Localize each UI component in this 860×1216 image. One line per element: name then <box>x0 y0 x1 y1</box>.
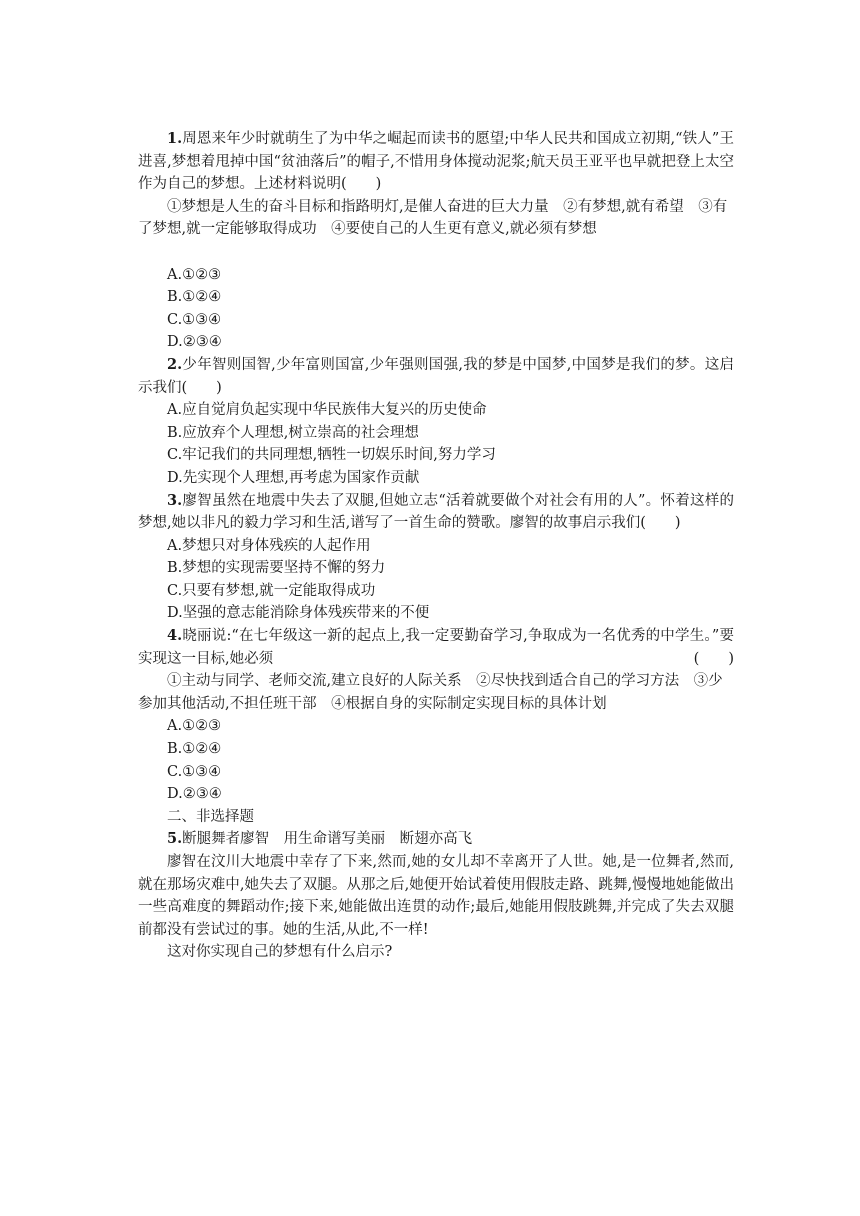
option-a[interactable]: A.①②③ <box>167 266 222 283</box>
question-5-material: 廖智在汶川大地震中幸存了下来,然而,她的女儿却不幸离开了人世。她,是一位舞者,然而,就在那场灾难中,她失去了双腿。从那之后,她便开始试着使用假肢走路、跳舞,慢慢地她能做出一些高难度的舞蹈动作;接下来,她能做出连贯的动作;最后,她能用假肢跳舞,并完成了失去双腿前都没有尝试过的事。她的生活,从此,不一样! <box>138 854 734 938</box>
option-a[interactable]: A.应自觉肩负起实现中华民族伟大复兴的历史使命 <box>167 402 487 419</box>
section-heading: 二、非选择题 <box>167 808 254 825</box>
option-b[interactable]: B.梦想的实现需要坚持不懈的努力 <box>167 560 386 577</box>
question-2 <box>138 354 734 399</box>
option-d[interactable]: D.②③④ <box>167 786 222 803</box>
question-stem: 少年智则国智,少年富则国富,少年强则国强,我的梦是中国梦,中国梦是我们的梦。这启示我们( ) <box>138 356 734 396</box>
question-number: 5. <box>167 830 183 848</box>
question-stem: 晓丽说:“在七年级这一新的起点上,我一定要勤奋学习,争取成为一名优秀的中学生。”要实现这一目标,她必须 <box>138 628 734 667</box>
option-c[interactable]: C.①③④ <box>167 763 222 780</box>
question-1 <box>138 128 734 196</box>
question-4-statements: ①主动与同学、老师交流,建立良好的人际关系 ②尽快找到适合自己的学习方法 ③少参加其他活动,不担任班干部 ④根据自身的实际制定实现目标的具体计划 <box>138 673 723 712</box>
question-4 <box>138 625 734 670</box>
question-3 <box>138 490 734 535</box>
option-d[interactable]: D.②③④ <box>167 334 222 351</box>
option-c[interactable]: C.只要有梦想,就一定能取得成功 <box>167 582 376 599</box>
option-d[interactable]: D.坚强的意志能消除身体残疾带来的不便 <box>167 605 430 622</box>
option-b[interactable]: B.①②④ <box>167 741 222 758</box>
answer-parentheses: ( ) <box>693 650 734 667</box>
worksheet-content <box>138 128 734 964</box>
option-b[interactable]: B.应放弃个人理想,树立崇高的社会理想 <box>167 424 419 441</box>
blank-line <box>138 241 734 264</box>
question-number: 4. <box>167 627 183 645</box>
option-b[interactable]: B.①②④ <box>167 289 222 306</box>
question-number: 2. <box>167 355 183 373</box>
question-number: 3. <box>167 491 183 509</box>
question-title: 断腿舞者廖智 用生命谱写美丽 断翅亦高飞 <box>182 831 473 848</box>
question-number: 1. <box>167 130 183 147</box>
question-5 <box>138 828 734 851</box>
option-a[interactable]: A.①②③ <box>167 718 222 735</box>
question-stem: 廖智虽然在地震中失去了双腿,但她立志“活着就要做个对社会有用的人”。怀着这样的梦想,她以非凡的毅力学习和生活,谱写了一首生命的赞歌。廖智的故事启示我们( ) <box>138 492 734 532</box>
question-1-statements: ①梦想是人生的奋斗目标和指路明灯,是催人奋进的巨大力量 ②有梦想,就有希望 ③有了梦想,就一定能够取得成功 ④要使自己的人生更有意义,就必须有梦想 <box>138 198 728 238</box>
option-a[interactable]: A.梦想只对身体残疾的人起作用 <box>167 537 371 554</box>
question-stem: 周恩来年少时就萌生了为中华之崛起而读书的愿望;中华人民共和国成立初期,“铁人”王进喜,梦想着甩掉中国“贫油落后”的帽子,不惜用身体搅动泥浆;航天员王亚平也早就把登上太空作为自己的梦想。上述材料说明( ) <box>138 131 734 193</box>
option-c[interactable]: C.①③④ <box>167 311 222 328</box>
question-5-prompt: 这对你实现自己的梦想有什么启示? <box>167 944 393 961</box>
option-c[interactable]: C.牢记我们的共同理想,牺牲一切娱乐时间,努力学习 <box>167 447 496 464</box>
option-d[interactable]: D.先实现个人理想,再考虑为国家作贡献 <box>167 469 420 486</box>
